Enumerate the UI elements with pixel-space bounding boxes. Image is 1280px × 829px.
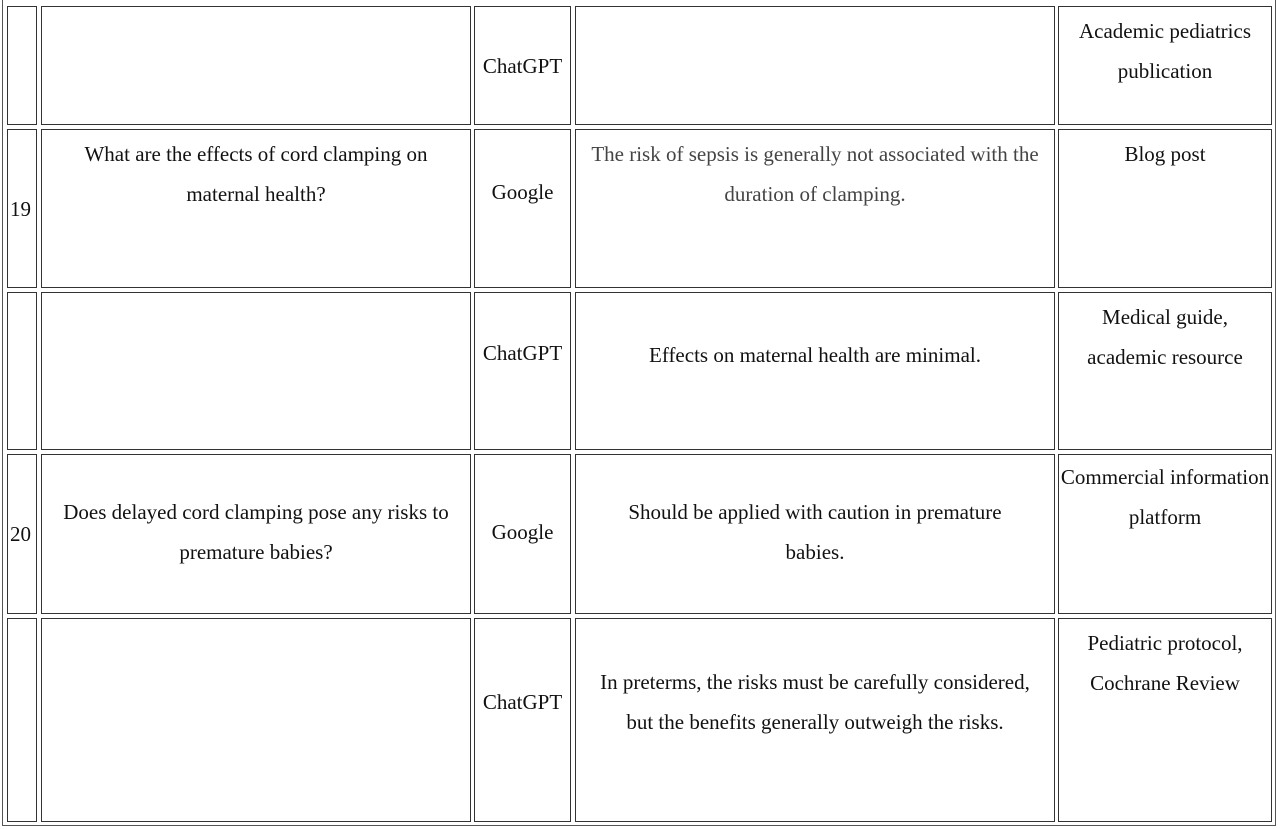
answer-cell: In preterms, the risks must be carefully considered, but the benefits generally outweigh the risks. bbox=[575, 618, 1055, 822]
row-number: 20 bbox=[7, 454, 37, 614]
source-cell: Google bbox=[474, 129, 571, 288]
answer-cell: The risk of sepsis is generally not associated with the duration of clamping. bbox=[575, 129, 1055, 288]
reference-cell: Pediatric protocol, Cochrane Review bbox=[1058, 618, 1272, 822]
reference-cell: Academic pediatrics publication bbox=[1058, 6, 1272, 125]
question-cell bbox=[41, 618, 471, 822]
source-cell: ChatGPT bbox=[474, 6, 571, 125]
source-cell: Google bbox=[474, 454, 571, 614]
row-number bbox=[7, 292, 37, 450]
row-number bbox=[7, 618, 37, 822]
reference-cell: Blog post bbox=[1058, 129, 1272, 288]
answer-cell: Should be applied with caution in premature babies. bbox=[575, 454, 1055, 614]
reference-cell: Commercial information platform bbox=[1058, 454, 1272, 614]
row-number: 19 bbox=[7, 129, 37, 288]
source-cell: ChatGPT bbox=[474, 292, 571, 450]
row-number bbox=[7, 6, 37, 125]
question-cell bbox=[41, 292, 471, 450]
source-cell: ChatGPT bbox=[474, 618, 571, 822]
question-cell: Does delayed cord clamping pose any risks to premature babies? bbox=[41, 454, 471, 614]
answer-cell: Effects on maternal health are minimal. bbox=[575, 292, 1055, 450]
reference-cell: Medical guide, academic resource bbox=[1058, 292, 1272, 450]
question-cell bbox=[41, 6, 471, 125]
answer-cell bbox=[575, 6, 1055, 125]
question-cell: What are the effects of cord clamping on maternal health? bbox=[41, 129, 471, 288]
